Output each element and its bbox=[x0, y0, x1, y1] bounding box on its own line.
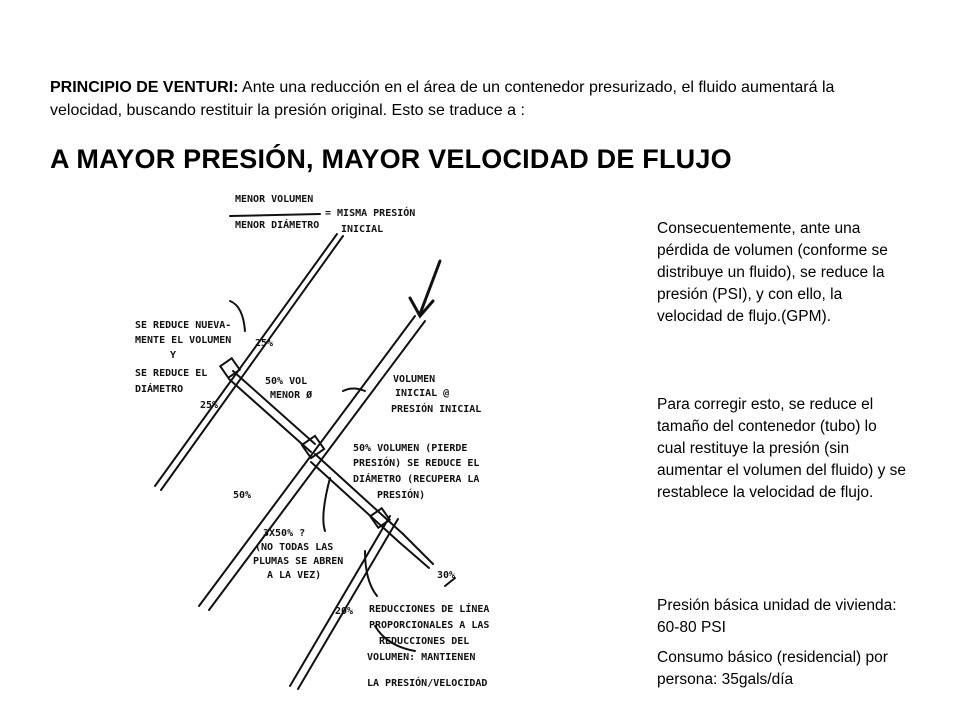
label-r3: DIÁMETRO (RECUPERA LA bbox=[353, 474, 480, 485]
label-q1: 3X50% ? bbox=[263, 528, 306, 539]
label-b2: PROPORCIONALES A LAS bbox=[369, 620, 490, 631]
label-m2: MENOR Ø bbox=[270, 390, 313, 401]
label-q2: (NO TODAS LAS bbox=[255, 542, 334, 553]
label-25a: 25% bbox=[255, 338, 274, 349]
pipe-upper-left bbox=[155, 234, 337, 486]
label-eq2: INICIAL bbox=[341, 224, 384, 235]
label-b5: LA PRESIÓN/VELOCIDAD bbox=[367, 678, 488, 689]
intro-paragraph bbox=[50, 76, 880, 122]
label-top1: MENOR VOLUMEN bbox=[235, 194, 314, 205]
explanation-paragraph-1: Consecuentemente, ante una pérdida de volumen (conforme se distribuye un fluido), se reduce la presión (PSI), y con ello, la velocidad de flujo.(GPM). bbox=[657, 220, 888, 325]
label-r2: PRESIÓN) SE REDUCE EL bbox=[353, 458, 480, 469]
label-l1: SE REDUCE NUEVA- bbox=[135, 320, 232, 331]
intro-label: PRINCIPIO DE VENTURI: bbox=[50, 79, 239, 96]
explanation-paragraph-2: Para corregir esto, se reduce el tamaño del contenedor (tubo) lo cual restituye la presión (sin aumentar el volumen del fluido) y se restablece la velocidad de flujo. bbox=[657, 396, 906, 501]
basic-pressure-note: Presión básica unidad de vivienda: 60-80 PSI bbox=[657, 597, 897, 636]
venturi-sketch bbox=[115, 186, 510, 706]
label-v1: VOLUMEN bbox=[393, 374, 436, 385]
intro-text: Ante una reducción en el área de un contenedor presurizado, el fluido aumentará la velocidad, buscando restituir la presión original. Esto se traduce a : bbox=[50, 79, 835, 119]
label-l2: MENTE EL VOLUMEN bbox=[135, 335, 232, 346]
inlet-arrow bbox=[410, 261, 440, 316]
headline: A MAYOR PRESIÓN, MAYOR VELOCIDAD DE FLUJO bbox=[50, 144, 732, 174]
label-b4: VOLUMEN: MANTIENEN bbox=[367, 652, 476, 663]
label-20: 20% bbox=[335, 606, 354, 617]
label-50: 50% bbox=[233, 490, 252, 501]
label-v2: INICIAL @ bbox=[395, 388, 450, 399]
label-q4: A LA VEZ) bbox=[267, 570, 322, 581]
label-v3: PRESIÓN INICIAL bbox=[391, 404, 482, 415]
label-m1: 50% VOL bbox=[265, 376, 308, 387]
label-eq: = MISMA PRESIÓN bbox=[325, 208, 416, 219]
label-r1: 50% VOLUMEN (PIERDE bbox=[353, 443, 468, 454]
label-r4: PRESIÓN) bbox=[377, 490, 426, 501]
label-l4: SE REDUCE EL bbox=[135, 368, 208, 379]
venturi-sketch-svg bbox=[115, 186, 510, 706]
label-l5: DIÁMETRO bbox=[135, 384, 184, 395]
label-l3: Y bbox=[170, 350, 177, 361]
label-25b: 25% bbox=[200, 400, 219, 411]
pointer-left bbox=[230, 301, 245, 331]
label-b3: REDUCCIONES DEL bbox=[379, 636, 470, 647]
label-q3: PLUMAS SE ABREN bbox=[253, 556, 344, 567]
label-b1: REDUCCIONES DE LÍNEA bbox=[369, 604, 490, 615]
label-top2: MENOR DIÁMETRO bbox=[235, 220, 320, 231]
basic-consumption-note: Consumo básico (residencial) por persona: 35gals/día bbox=[657, 649, 888, 688]
label-30: 30% bbox=[437, 570, 456, 581]
